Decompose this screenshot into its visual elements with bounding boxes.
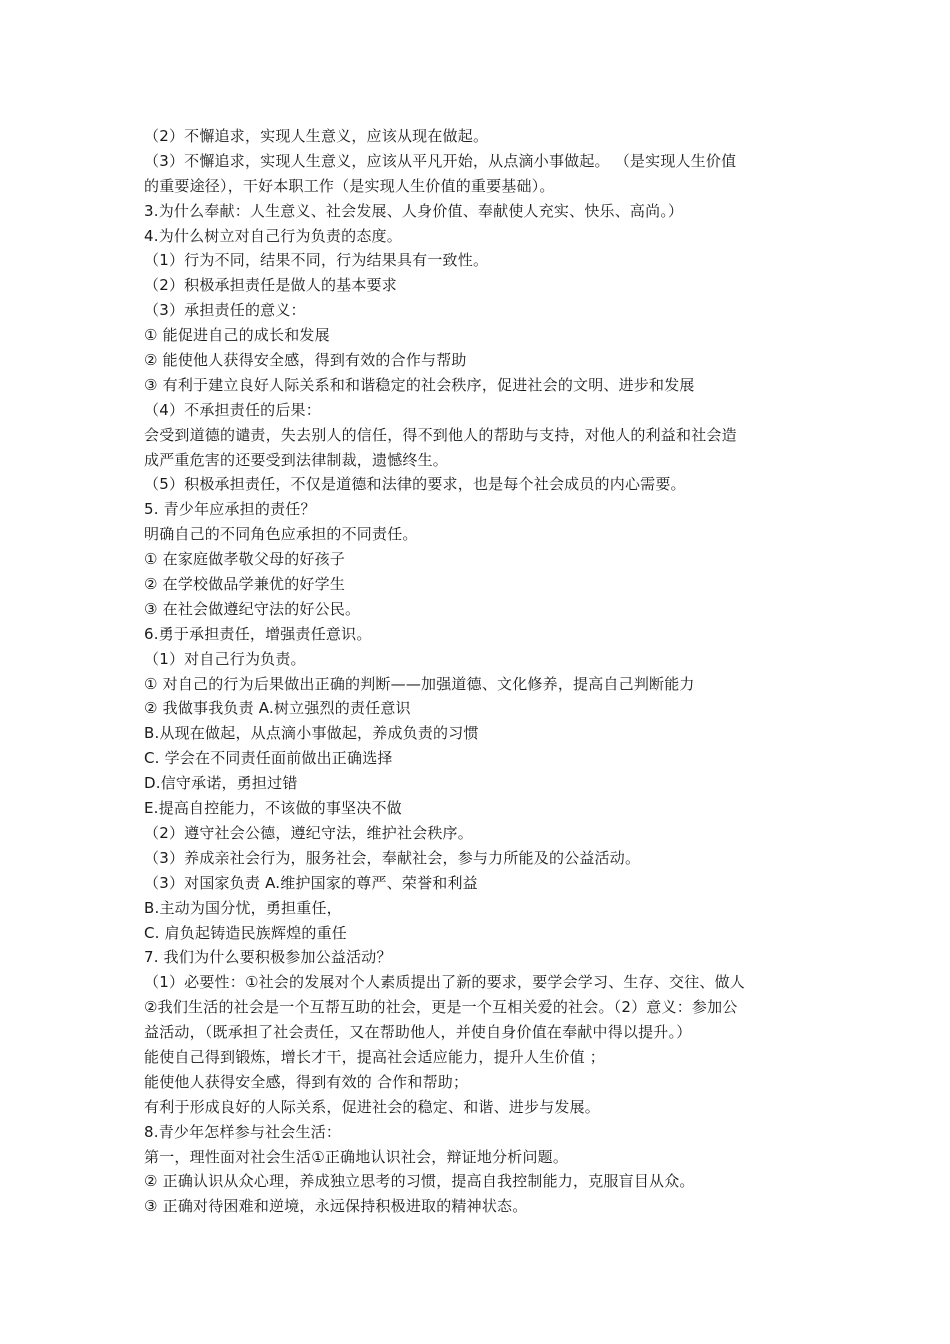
text-line: 明确自己的不同角色应承担的不同责任。 <box>144 525 418 544</box>
text-line: 第一，理性面对社会生活①正确地认识社会，辩证地分析问题。 <box>144 1147 569 1166</box>
text-line: 成严重危害的还要受到法律制裁，遗憾终生。 <box>144 450 449 469</box>
text-line: ② 在学校做品学兼优的好学生 <box>144 575 346 594</box>
text-line: （2）遵守社会公德，遵纪守法，维护社会秩序。 <box>144 823 473 842</box>
text-line: （2）积极承担责任是做人的基本要求 <box>144 276 397 295</box>
text-line: ② 我做事我负责 A.树立强烈的责任意识 <box>144 699 411 718</box>
text-line: E.提高自控能力，不该做的事坚决不做 <box>144 799 402 818</box>
text-line: ② 能使他人获得安全感，得到有效的合作与帮助 <box>144 351 467 370</box>
document-body <box>144 124 812 1219</box>
text-line: （3）对国家负责 A.维护国家的尊严、荣誉和利益 <box>144 873 478 892</box>
text-line: （5）积极承担责任，不仅是道德和法律的要求，也是每个社会成员的内心需要。 <box>144 475 686 494</box>
text-line: ① 能促进自己的成长和发展 <box>144 326 330 345</box>
text-line: C. 肩负起铸造民族辉煌的重任 <box>144 923 348 942</box>
text-line: ③ 正确对待困难和逆境，永远保持积极进取的精神状态。 <box>144 1197 528 1216</box>
text-line: B.主动为国分忧，勇担重任， <box>144 898 342 917</box>
text-line: ① 对自己的行为后果做出正确的判断——加强道德、文化修养，提高自己判断能力 <box>144 674 695 693</box>
text-line: 会受到道德的谴责，失去别人的信任，得不到他人的帮助与支持，对他人的利益和社会造 <box>144 425 737 444</box>
text-line: 7. 我们为什么要积极参加公益活动？ <box>144 948 392 967</box>
text-line: （3）不懈追求，实现人生意义，应该从平凡开始，从点滴小事做起。 （是实现人生价值 <box>144 151 737 170</box>
text-line: 5. 青少年应承担的责任？ <box>144 500 316 519</box>
text-line: 4.为什么树立对自己行为负责的态度。 <box>144 226 402 245</box>
text-line: ③ 在社会做遵纪守法的好公民。 <box>144 599 361 618</box>
text-line: 8.青少年怎样参与社会生活： <box>144 1122 342 1141</box>
text-line: （1）对自己行为负责。 <box>144 649 306 668</box>
text-line: （1）行为不同，结果不同，行为结果具有一致性。 <box>144 251 489 270</box>
text-line: ③ 有利于建立良好人际关系和和谐稳定的社会秩序，促进社会的文明、进步和发展 <box>144 375 695 394</box>
text-line: （1）必要性：①社会的发展对个人素质提出了新的要求，要学会学习、生存、交往、做人 <box>144 973 745 992</box>
text-line: 能使自己得到锻炼，增长才干，提高社会适应能力，提升人生价值 ； <box>144 1047 605 1066</box>
text-line: C. 学会在不同责任面前做出正确选择 <box>144 749 393 768</box>
text-line: B.从现在做起，从点滴小事做起，养成负责的习惯 <box>144 724 479 743</box>
text-line: 6.勇于承担责任，增强责任意识。 <box>144 624 372 643</box>
text-line: ②我们生活的社会是一个互帮互助的社会，更是一个互相关爱的社会。（2）意义：参加公 <box>144 998 738 1017</box>
text-line: （2）不懈追求，实现人生意义，应该从现在做起。 <box>144 127 489 145</box>
text-line: （3）承担责任的意义： <box>144 301 306 320</box>
text-line: 3.为什么奉献：人生意义、社会发展、人身价值、奉献使人充实、快乐、高尚。） <box>144 201 684 220</box>
text-line: ① 在家庭做孝敬父母的好孩子 <box>144 550 346 569</box>
text-line: 有利于形成良好的人际关系，促进社会的稳定、和谐、进步与发展。 <box>144 1097 601 1116</box>
text-line: ② 正确认识从众心理，养成独立思考的习惯，提高自我控制能力，克服盲目从众。 <box>144 1172 695 1191</box>
text-line: （4）不承担责任的后果： <box>144 400 321 419</box>
text-line: 的重要途径），干好本职工作（是实现人生价值的重要基础）。 <box>144 176 555 195</box>
text-line: D.信守承诺，勇担过错 <box>144 774 298 793</box>
text-line: 益活动，（既承担了社会责任，又在帮助他人，并使自身价值在奉献中得以提升。） <box>144 1023 692 1042</box>
text-line: （3）养成亲社会行为，服务社会，奉献社会，参与力所能及的公益活动。 <box>144 848 641 867</box>
text-line: 能使他人获得安全感，得到有效的 合作和帮助； <box>144 1072 469 1091</box>
